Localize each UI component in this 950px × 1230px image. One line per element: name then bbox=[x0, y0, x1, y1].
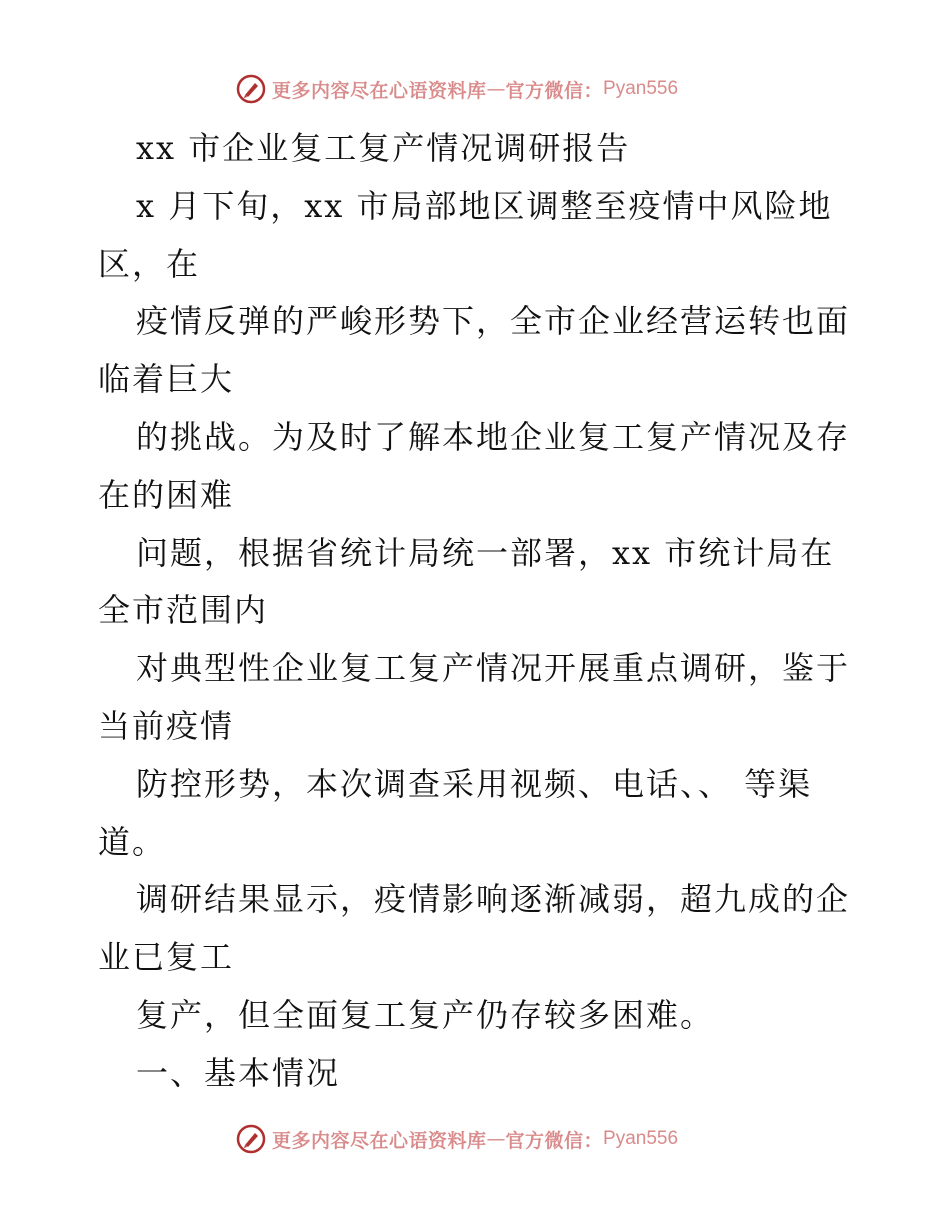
paragraph-line: 临着巨大 bbox=[98, 360, 235, 399]
banner-separator: — bbox=[486, 78, 506, 100]
pen-logo-icon bbox=[236, 1124, 266, 1154]
banner-separator: — bbox=[486, 1128, 506, 1150]
banner-contact-id: Pyan556 bbox=[603, 1128, 679, 1149]
paragraph-line: 调研结果显示，疫情影响逐渐减弱，超九成的企 bbox=[136, 880, 851, 919]
paragraph-line: 防控形势，本次调查采用视频、电话、、 等渠 bbox=[136, 764, 813, 803]
paragraph-line: 一、基本情况 bbox=[136, 1053, 341, 1092]
paragraph-line: 区，在 bbox=[98, 244, 201, 283]
document-body bbox=[98, 120, 868, 1103]
paragraph-line: 的挑战。为及时了解本地企业复工复产情况及存 bbox=[136, 417, 851, 456]
banner-main-text: 更多内容尽在心语资料库 bbox=[272, 1129, 487, 1152]
paragraph-line: 全市范围内 bbox=[98, 591, 269, 630]
pen-logo-icon bbox=[236, 74, 266, 104]
paragraph-line: 在的困难 bbox=[98, 475, 235, 514]
paragraph-line: 对典型性企业复工复产情况开展重点调研，鉴于 bbox=[136, 649, 851, 688]
paragraph-line: 道。 bbox=[98, 822, 167, 861]
banner-main-text: 更多内容尽在心语资料库 bbox=[272, 79, 487, 102]
document-title: xx 市企业复工复产情况调研报告 bbox=[136, 129, 631, 167]
paragraph-line: x 月下旬，xx 市局部地区调整至疫情中风险地 bbox=[136, 186, 833, 225]
paragraph-line: 问题，根据省统计局统一部署，xx 市统计局在 bbox=[136, 533, 835, 572]
paragraph-line: 业已复工 bbox=[98, 938, 235, 977]
banner-contact-id: Pyan556 bbox=[603, 78, 679, 99]
banner-contact-label: 官方微信： bbox=[505, 79, 604, 102]
header-banner bbox=[236, 72, 678, 106]
paragraph-line: 疫情反弹的严峻形势下，全市企业经营运转也面 bbox=[136, 302, 851, 341]
paragraph-line: 复产，但全面复工复产仍存较多困难。 bbox=[136, 995, 715, 1034]
footer-banner bbox=[236, 1122, 678, 1156]
paragraph-line: 当前疫情 bbox=[98, 706, 235, 745]
banner-contact-label: 官方微信： bbox=[505, 1129, 604, 1152]
